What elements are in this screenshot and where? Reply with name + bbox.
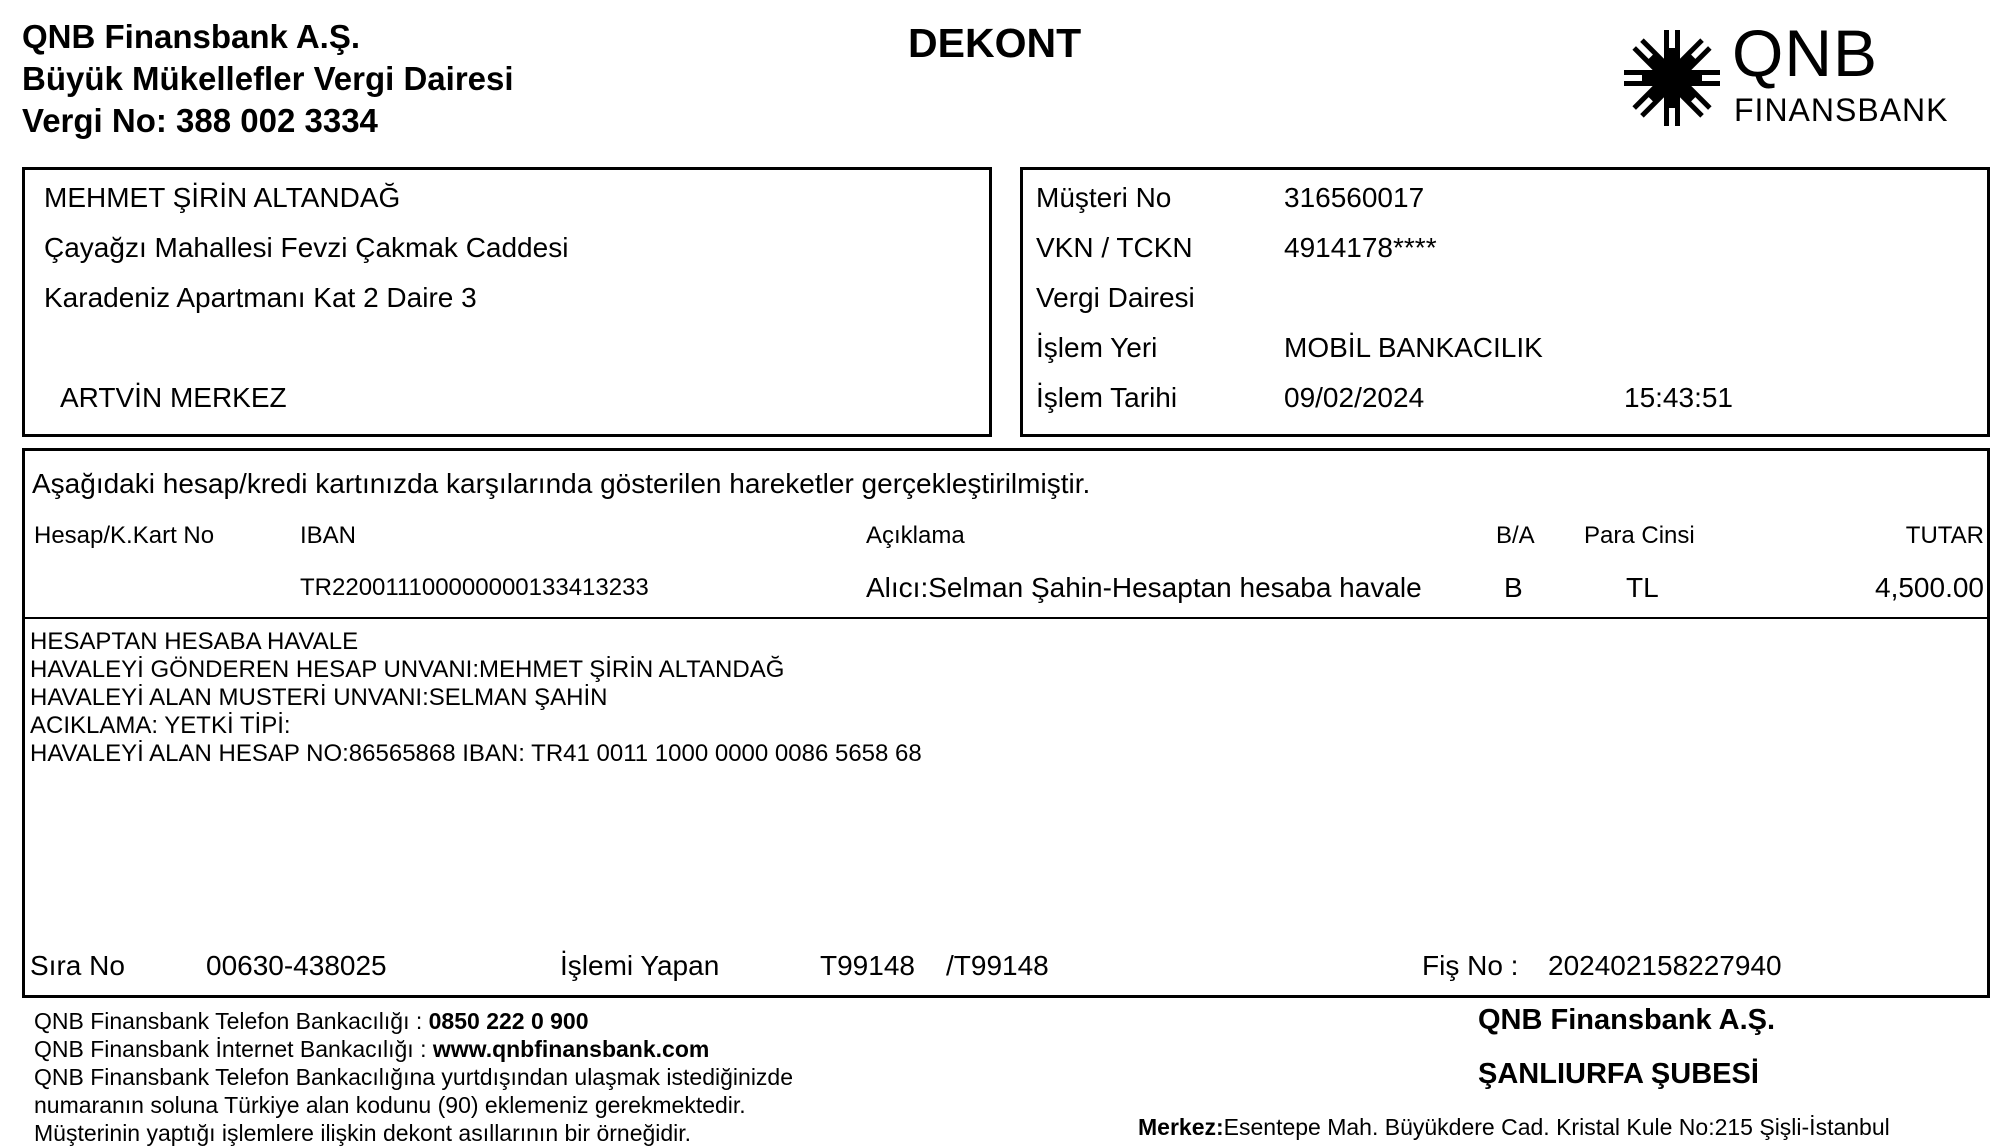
tax-number: Vergi No: 388 002 3334 [22,102,378,139]
footer-copy-note: Müşterinin yaptığı işlemlere ilişkin dekont asıllarının bir örneğidir. [34,1120,692,1146]
header-amount: TUTAR [1905,522,1984,549]
detail-line-4: ACIKLAMA: YETKİ TİPİ: [30,712,291,739]
logo-text-main: QNB [1732,16,1879,90]
islemi-yapan-value-2: /T99148 [946,950,1049,981]
islemi-yapan-value-1: T99148 [820,950,915,981]
divider [22,617,1990,619]
row-ba: B [1504,572,1523,603]
logo-text-sub: FINANSBANK [1734,92,1949,128]
row-currency: TL [1626,572,1659,603]
vergi-dairesi-label: Vergi Dairesi [1036,282,1195,313]
address-line-1: Çayağzı Mahallesi Fevzi Çakmak Caddesi [44,232,569,263]
header-account: Hesap/K.Kart No [34,522,215,549]
address-line-2: Karadeniz Apartmanı Kat 2 Daire 3 [44,282,477,313]
footer-hq [1138,1114,1890,1141]
transactions-intro: Aşağıdaki hesap/kredi kartınızda karşılarında gösterilen hareketler gerçekleştirilmiştir. [32,468,1091,499]
address-city: ARTVİN MERKEZ [60,382,287,413]
footer-web [34,1036,709,1063]
row-amount: 4,500.00 [1875,572,1984,603]
footer-abroad-line-2: numaranın soluna Türkiye alan kodunu (90) eklemeniz gerekmektedir. [34,1092,746,1118]
customer-name: MEHMET ŞİRİN ALTANDAĞ [44,182,401,213]
header-iban: IBAN [300,522,357,549]
footer-web-label: QNB Finansbank İnternet Bankacılığı : [34,1036,433,1062]
islemi-yapan-label: İşlemi Yapan [560,950,720,981]
bank-name: QNB Finansbank A.Ş. [22,18,360,55]
footer-web-value[interactable]: www.qnbfinansbank.com [432,1036,710,1062]
row-iban: TR220011100000000133413233 [300,574,649,601]
sira-no-value: 00630-438025 [206,950,387,981]
footer-hq-label: Merkez: [1138,1114,1224,1140]
vkn-label: VKN / TCKN [1036,232,1193,263]
islem-yeri-label: İşlem Yeri [1036,332,1158,363]
row-description: Alıcı:Selman Şahin-Hesaptan hesaba havale [866,572,1422,603]
footer-phone-label: QNB Finansbank Telefon Bankacılığı : [34,1008,429,1034]
header-ba: B/A [1496,522,1535,549]
footer-bank-name: QNB Finansbank A.Ş. [1478,1004,1776,1036]
footer-hq-address: Esentepe Mah. Büyükdere Cad. Kristal Kule No:215 Şişli-İstanbul [1223,1114,1890,1140]
detail-line-1: HESAPTAN HESABA HAVALE [30,628,359,655]
header-currency: Para Cinsi [1584,522,1695,549]
footer-branch: ŞANLIURFA ŞUBESİ [1478,1058,1759,1090]
detail-line-2: HAVALEYİ GÖNDEREN HESAP UNVANI:MEHMET ŞİRİN ALTANDAĞ [30,656,785,683]
qnb-logo-icon [1620,26,1730,126]
islem-tarihi-label: İşlem Tarihi [1036,382,1178,413]
tax-office: Büyük Mükellefler Vergi Dairesi [22,60,514,97]
vkn-value: 4914178**** [1284,232,1437,263]
fis-no-value: 202402158227940 [1548,950,1782,981]
footer-phone-value: 0850 222 0 900 [428,1008,589,1034]
musteri-no-label: Müşteri No [1036,182,1172,213]
header-description: Açıklama [866,522,965,549]
sira-no-label: Sıra No [30,950,125,981]
document-title: DEKONT [908,20,1082,66]
islem-tarihi-value: 09/02/2024 [1284,382,1425,413]
musteri-no-value: 316560017 [1284,182,1425,213]
fis-no-label: Fiş No : [1422,950,1519,981]
footer-phone [34,1008,589,1035]
islem-saati-value: 15:43:51 [1624,382,1733,413]
footer-abroad-line-1: QNB Finansbank Telefon Bankacılığına yurtdışından ulaşmak istediğinizde [34,1064,794,1090]
islem-yeri-value: MOBİL BANKACILIK [1284,332,1543,363]
detail-line-3: HAVALEYİ ALAN MUSTERİ UNVANI:SELMAN ŞAHİN [30,684,608,711]
detail-line-5: HAVALEYİ ALAN HESAP NO:86565868 IBAN: TR41 0011 1000 0000 0086 5658 68 [30,740,922,767]
